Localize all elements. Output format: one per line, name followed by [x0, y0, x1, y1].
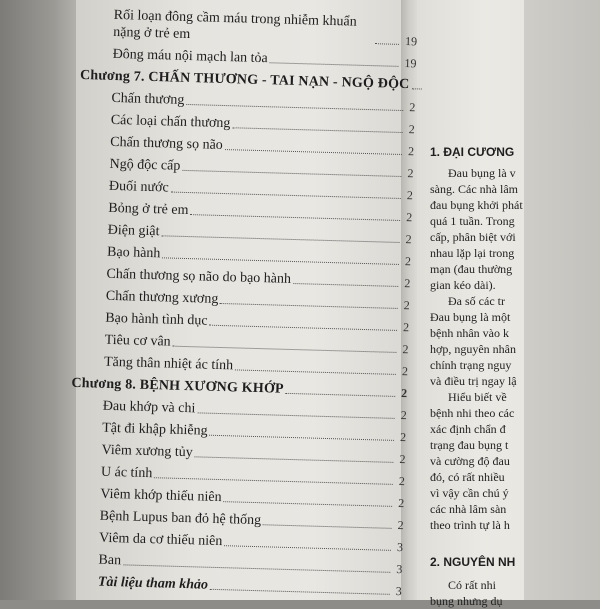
body-text-line: bệnh nhi theo các	[430, 406, 515, 420]
toc-entry-label: Tiêu cơ vân	[104, 332, 171, 350]
toc-page-number: 2	[406, 210, 413, 225]
toc-entry-label: Tài liệu tham khảo	[97, 574, 209, 593]
toc-page-number: 3	[396, 562, 403, 577]
toc-page-number: 2	[402, 342, 409, 357]
toc-page-number: 2	[406, 188, 414, 203]
toc-page-number: 2	[398, 496, 405, 511]
toc-entry-label: Chấn thương sọ não	[109, 134, 223, 153]
toc-entry-label: Viêm khớp thiếu niên	[100, 486, 222, 506]
body-text-line: bụng nhưng dụ	[430, 594, 503, 608]
toc-page-number: 2	[407, 144, 415, 159]
body-text-line: và điều trị ngay lậ	[430, 374, 517, 388]
toc-entry-label: Viêm xương tủy	[101, 442, 193, 461]
table-of-contents	[66, 6, 418, 599]
toc-page-number: 2	[399, 430, 407, 445]
body-text-line: cấp, phân biệt với	[430, 230, 516, 244]
toc-page-number: 2	[400, 386, 408, 401]
right-page-text	[430, 145, 600, 609]
body-text-line: các nhà lâm sàn	[430, 502, 507, 516]
toc-page-number: 2	[398, 474, 406, 489]
show-through-text	[415, 10, 525, 130]
toc-page-number: 3	[396, 540, 404, 555]
toc-entry-label: Rối loạn đông cầm máu trong nhiễm khuẩn nặng ở trẻ em	[113, 7, 357, 43]
section-heading-1: 1. ĐẠI CƯƠNG	[430, 145, 515, 159]
toc-entry-label: Các loại chấn thương	[110, 112, 231, 132]
body-text-line: vì vậy cần chú ý	[430, 486, 509, 500]
body-text-line: Có rất nhi	[448, 578, 496, 592]
toc-entry-label: Chấn thương sọ não do bạo hành	[106, 266, 292, 287]
body-text-line: sàng. Các nhà lâm	[430, 182, 518, 196]
toc-entry-label: Bỏng ở trẻ em	[108, 200, 189, 219]
toc-entry-label: Chấn thương xương	[105, 288, 219, 307]
toc-entry-label: Ban	[98, 552, 122, 569]
toc-entry-label: Điện giật	[107, 222, 160, 240]
dot-leader	[411, 88, 421, 89]
dot-leader	[270, 62, 399, 67]
dot-leader	[263, 524, 392, 529]
body-text-line: bệnh nhân vào k	[430, 326, 509, 340]
toc-entry-label: Chương 7. CHẤN THƯƠNG - TAI NẠN - NGỘ ĐỘC	[79, 67, 410, 93]
toc-entry-label: Ngộ độc cấp	[109, 156, 181, 174]
body-text-line: đau bụng khởi phát	[430, 198, 523, 212]
dot-leader	[293, 283, 398, 287]
toc-page-number: 2	[402, 320, 410, 335]
toc-entry-label: Bạo hành	[106, 244, 161, 262]
toc-entry-label: Chương 8. BỆNH XƯƠNG KHỚP	[71, 375, 284, 397]
toc-entry-label: Tăng thân nhiệt ác tính	[103, 354, 234, 374]
body-text-line: nhau lặp lại trong	[430, 246, 515, 260]
body-text-line: đó, có rất nhiều	[430, 470, 505, 484]
toc-page-number: 2	[405, 232, 412, 247]
body-text-line: trạng đau bụng t	[430, 438, 509, 452]
body-text-line: chính trạng nguy	[430, 358, 512, 372]
toc-page-number: 2	[400, 408, 407, 423]
body-text-line: xác định chẩn đ	[430, 422, 506, 436]
toc-entry-label: U ác tính	[100, 464, 153, 482]
body-text-line: Đau bụng là v	[448, 166, 516, 180]
body-text-line: mạn (đau thường	[430, 262, 513, 276]
toc-page-number: 2	[404, 276, 411, 291]
toc-page-number: 2	[401, 364, 409, 379]
toc-page-number: 2	[397, 518, 404, 533]
section-heading-2: 2. NGUYÊN NH	[430, 555, 516, 569]
toc-entry-label: Bệnh Lupus ban đỏ hệ thống	[99, 508, 262, 529]
toc-page-number: 2	[399, 452, 406, 467]
toc-entry-label: Đông máu nội mạch lan tỏa	[112, 46, 268, 67]
toc-page-number: 19	[404, 34, 418, 49]
toc-page-number: 2	[408, 122, 415, 137]
dot-leader	[235, 369, 396, 374]
toc-entry-label: Bạo hành tình dục	[105, 310, 208, 329]
toc-entry-label: Chấn thương	[111, 90, 185, 108]
toc-page-number: 19	[404, 56, 417, 71]
dot-leader	[375, 43, 399, 45]
section-1-body	[430, 165, 600, 533]
body-text-line: Đau bụng là một	[430, 310, 511, 324]
toc-page-number: 3	[395, 583, 402, 599]
section-2-body	[430, 577, 600, 609]
toc-entry-label: Tật đi khập khiễng	[102, 420, 208, 439]
toc-entry-label: Đuối nước	[108, 178, 169, 196]
toc-entry-label: Đau khớp và chi	[102, 398, 196, 417]
body-text-line: và cường độ đau	[430, 454, 510, 468]
body-text-line: Hiểu biết về	[448, 390, 507, 404]
table-edge	[0, 0, 76, 600]
toc-entry-label: Viêm da cơ thiếu niên	[98, 530, 223, 550]
toc-page-number: 2	[404, 254, 412, 269]
body-text-line: quá 1 tuần. Trong	[430, 214, 515, 228]
body-text-line: hợp, nguyên nhân	[430, 342, 516, 356]
toc-page-number: 2	[403, 298, 410, 313]
body-text-line: theo trình tự là h	[430, 518, 510, 532]
toc-page-number: 2	[409, 100, 416, 115]
body-text-line: gian kéo dài).	[430, 278, 496, 292]
toc-page-number: 2	[407, 166, 414, 181]
dot-leader	[210, 589, 390, 595]
body-text-line: Đa số các tr	[448, 294, 505, 308]
dot-leader	[286, 393, 395, 397]
